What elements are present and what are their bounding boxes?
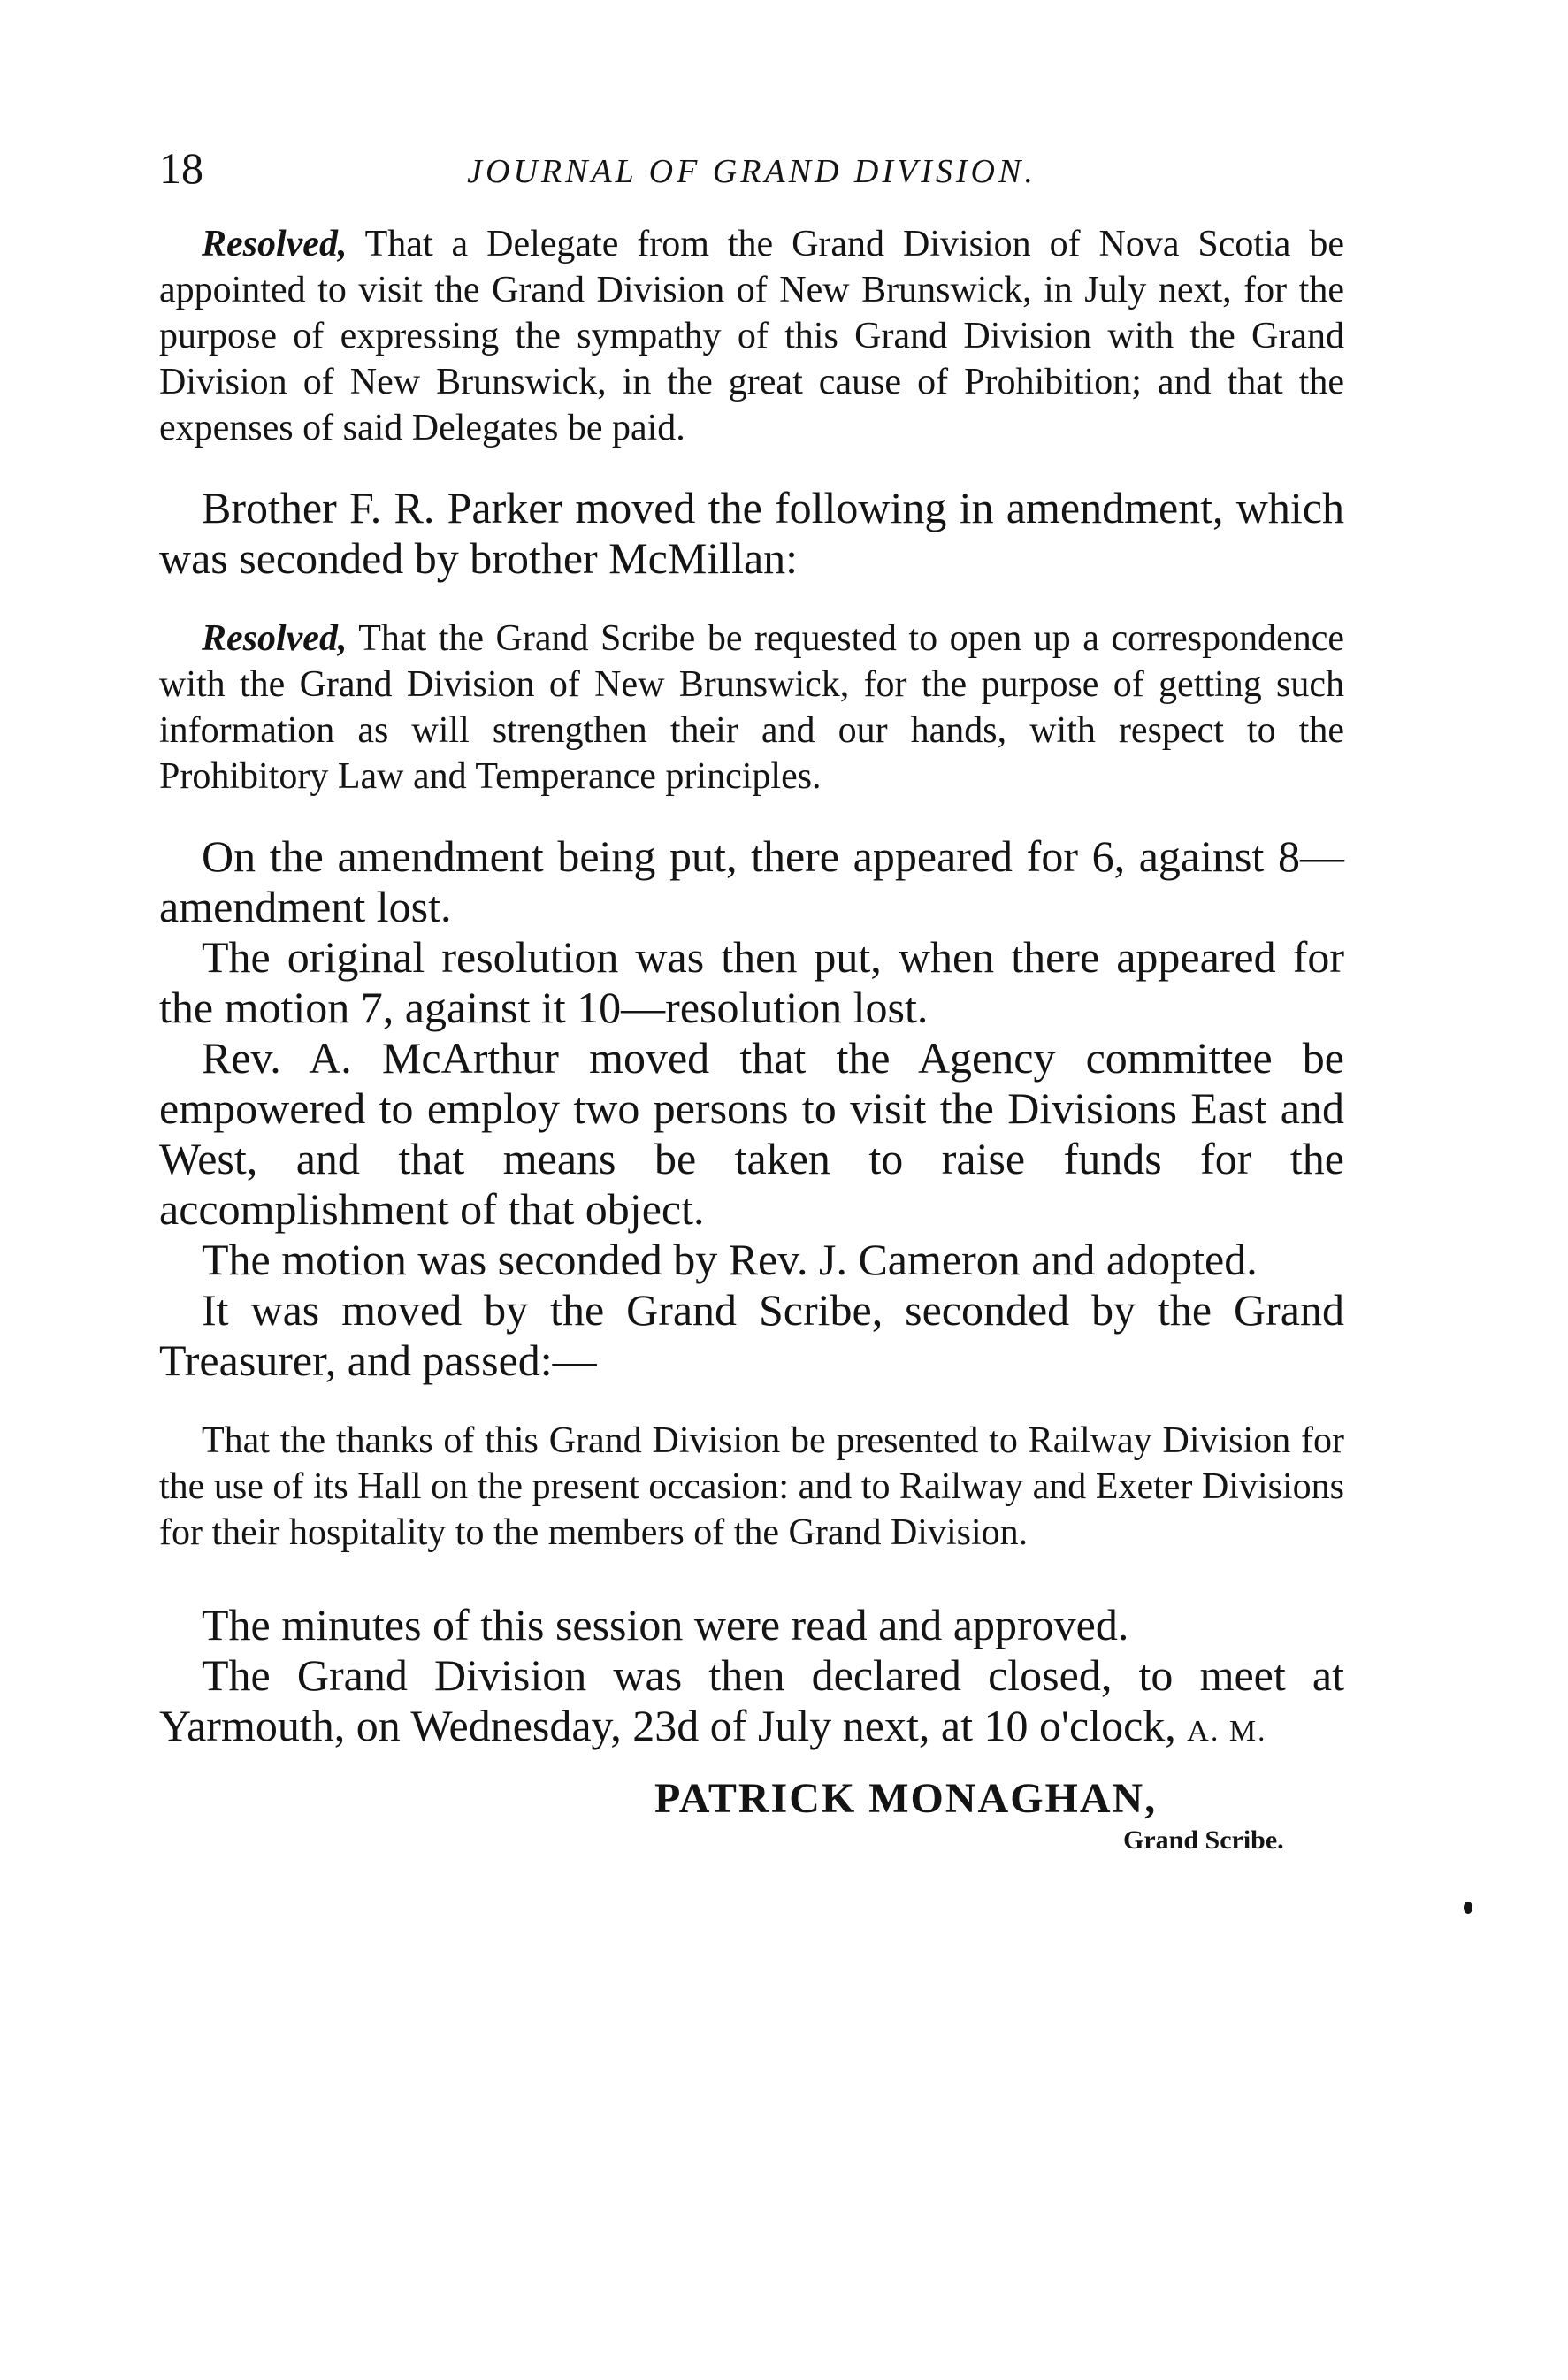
- running-head: [159, 142, 1344, 221]
- journal-page: [159, 142, 1344, 1857]
- minute-paragraph: The motion was seconded by Rev. J. Cameron and adopted.: [202, 1235, 1258, 1284]
- resolution-delegate: [159, 221, 1344, 451]
- margin-ink-mark: [1464, 1902, 1472, 1914]
- resolution-lead: Resolved,: [202, 224, 348, 264]
- signature-name: PATRICK MONAGHAN,: [654, 1775, 1158, 1822]
- closing-text: The Grand Division was then declared closed, to meet at Yarmouth, on Wednesday, 23d of July next, at 10 o'clock,: [159, 1650, 1344, 1750]
- resolution-lead: Resolved,: [202, 618, 348, 659]
- minutes-approved: The minutes of this session were read and approved.: [202, 1600, 1129, 1649]
- resolution-text: That a Delegate from the Grand Division of Nova Scotia be appointed to visit the Grand Division of New Brunswick, in July next, for the purpose of expressing the sympathy of this Grand Division with the Grand Division of New Brunswick, in the great cause of Prohibition; and that the expenses of said Delegates be paid.: [159, 224, 1344, 448]
- minute-paragraph: The original resolution was then put, when there appeared for the motion 7, against it 10—resolution lost.: [159, 932, 1344, 1032]
- amendment-intro: Brother F. R. Parker moved the following in amendment, which was seconded by brother McMillan:: [159, 483, 1344, 583]
- signature-title: Grand Scribe.: [1123, 1825, 1284, 1855]
- page-number: 18: [159, 143, 203, 193]
- closing-statement: [159, 1650, 1344, 1756]
- closing-time: A. M.: [1187, 1715, 1267, 1748]
- minute-paragraph: Rev. A. McArthur moved that the Agency committee be empowered to employ two persons to visit the Divisions East and West, and that means be taken to raise funds for the accomplishment of that object.: [159, 1033, 1344, 1234]
- minute-paragraph: It was moved by the Grand Scribe, seconded by the Grand Treasurer, and passed:—: [159, 1285, 1344, 1385]
- resolution-correspondence: [159, 616, 1344, 800]
- minute-paragraph: On the amendment being put, there appeared for 6, against 8—amendment lost.: [159, 831, 1344, 931]
- running-title: JOURNAL OF GRAND DIVISION.: [467, 153, 1036, 190]
- resolution-text: That the Grand Scribe be requested to open up a correspondence with the Grand Division of New Brunswick, for the purpose of getting such information as will strengthen their and our hands, with respect to the Prohibitory Law and Temperance principles.: [159, 618, 1344, 797]
- thanks-resolution: That the thanks of this Grand Division be presented to Railway Division for the use of its Hall on the present occasion: and to Railway and Exeter Divisions for their hospitality to the members of the Grand Division.: [159, 1420, 1344, 1553]
